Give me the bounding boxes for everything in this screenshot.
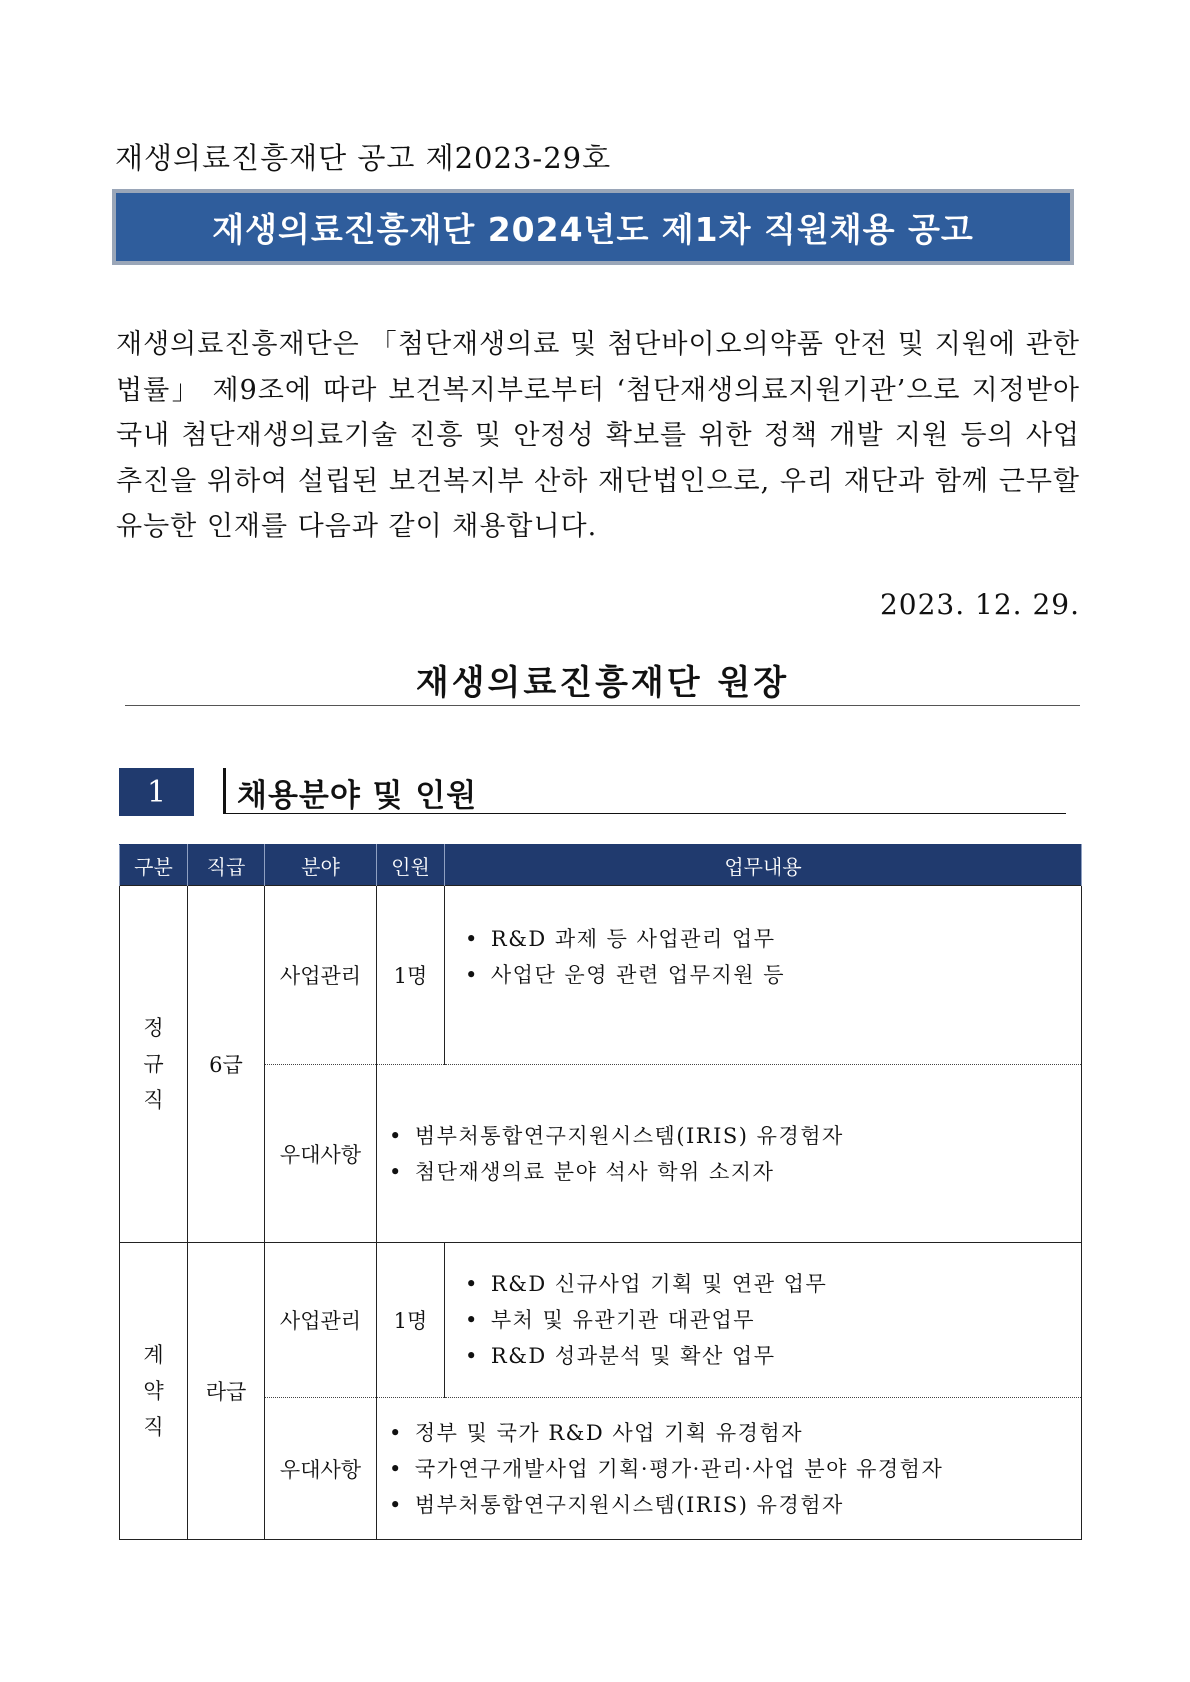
list-item: • R&D 성과분석 및 확산 업무 bbox=[465, 1338, 1080, 1374]
headcount: 1명 bbox=[377, 886, 445, 1065]
list-item: • 범부처통합연구지원시스템(IRIS) 유경험자 bbox=[389, 1487, 1080, 1523]
preference-label: 우대사항 bbox=[265, 1065, 377, 1243]
grade: 6급 bbox=[188, 886, 265, 1243]
table-header-row bbox=[120, 845, 1082, 886]
grade: 라급 bbox=[188, 1243, 265, 1540]
recruitment-table bbox=[119, 844, 1082, 1540]
signer-divider bbox=[125, 705, 1080, 706]
field: 사업관리 bbox=[265, 1243, 377, 1398]
header-headcount: 인원 bbox=[377, 845, 445, 886]
duties-cell bbox=[445, 1243, 1082, 1398]
preferences-cell bbox=[377, 1398, 1082, 1540]
header-grade: 직급 bbox=[188, 845, 265, 886]
field: 사업관리 bbox=[265, 886, 377, 1065]
notice-date: 2023. 12. 29. bbox=[879, 588, 1080, 621]
table-row bbox=[120, 1065, 1082, 1243]
signer: 재생의료진흥재단 원장 bbox=[415, 663, 790, 703]
section-bar bbox=[223, 768, 226, 814]
list-item: • 부처 및 유관기관 대관업무 bbox=[465, 1302, 1080, 1338]
list-item: • 범부처통합연구지원시스템(IRIS) 유경험자 bbox=[389, 1118, 1080, 1154]
notice-number: 재생의료진흥재단 공고 제2023-29호 bbox=[115, 141, 612, 175]
list-item: • R&D 과제 등 사업관리 업무 bbox=[465, 921, 1080, 957]
headcount: 1명 bbox=[377, 1243, 445, 1398]
section-title: 채용분야 및 인원 bbox=[237, 778, 478, 814]
list-item: • 정부 및 국가 R&D 사업 기획 유경험자 bbox=[389, 1415, 1080, 1451]
employment-type: 계 약 직 bbox=[120, 1243, 188, 1540]
header-duties: 업무내용 bbox=[445, 845, 1082, 886]
employment-type: 정 규 직 bbox=[120, 886, 188, 1243]
list-item: • R&D 신규사업 기획 및 연관 업무 bbox=[465, 1266, 1080, 1302]
intro-paragraph: 재생의료진흥재단은 「첨단재생의료 및 첨단바이오의약품 안전 및 지원에 관한 법률」 제9조에 따라 보건복지부로부터 ‘첨단재생의료지원기관’으로 지정받아 국내 첨단재생의료기술 진흥 및 안정성 확보를 위한 정책 개발 지원 등의 사업 추진을 위하여 설립된 보건복지부 산하 재단법인으로, 우리 재단과 함께 근무할 유능한 인재를 다음과 같이 채용합니다. bbox=[116, 329, 1080, 542]
duties-cell bbox=[445, 886, 1082, 1065]
section-underline bbox=[226, 813, 1066, 814]
header-field: 분야 bbox=[265, 845, 377, 886]
section-number: 1 bbox=[119, 768, 194, 816]
table-row bbox=[120, 886, 1082, 1065]
header-type: 구분 bbox=[120, 845, 188, 886]
preferences-cell bbox=[377, 1065, 1082, 1243]
list-item: • 사업단 운영 관련 업무지원 등 bbox=[465, 957, 1080, 993]
page-title: 재생의료진흥재단 2024년도 제1차 직원채용 공고 bbox=[212, 209, 974, 249]
table-row bbox=[120, 1243, 1082, 1398]
list-item: • 첨단재생의료 분야 석사 학위 소지자 bbox=[389, 1154, 1080, 1190]
list-item: • 국가연구개발사업 기획·평가·관리·사업 분야 유경험자 bbox=[389, 1451, 1080, 1487]
table-row bbox=[120, 1398, 1082, 1540]
preference-label: 우대사항 bbox=[265, 1398, 377, 1540]
title-banner bbox=[112, 189, 1074, 265]
